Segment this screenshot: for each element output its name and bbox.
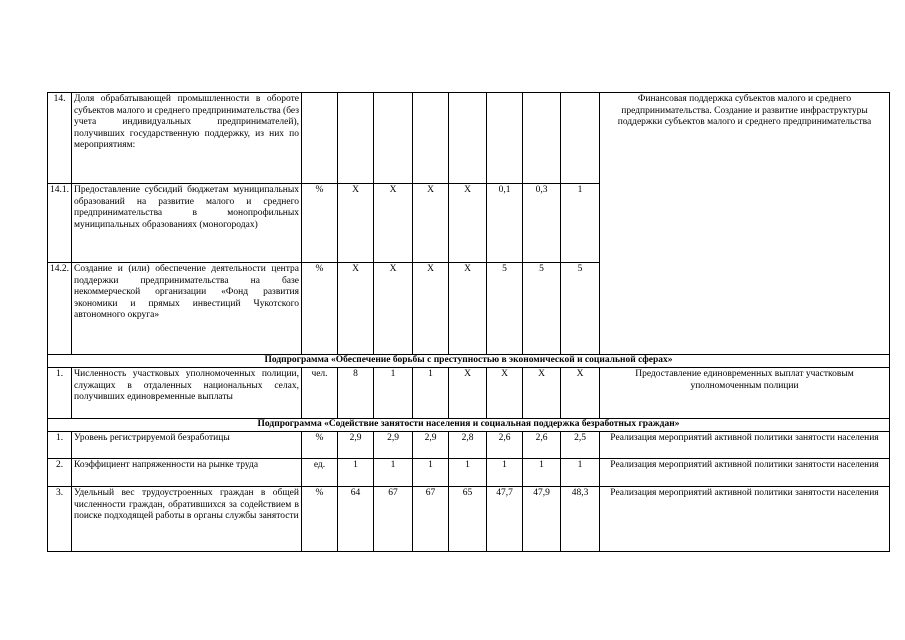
table-row (48, 459, 890, 487)
measure-cell: Реализация мероприятий активной политики занятости населения (600, 459, 890, 487)
indicator-name: Создание и (или) обеспечение деятельности центра поддержки предпринимательства на базе некоммерческой организации «Фонд развития экономики и прямых инвестиций Чукотского автономного округа» (72, 263, 302, 355)
indicator-name: Численность участковых уполномоченных полиции, служащих в отдаленных национальных селах, получивших единовременные выплаты (72, 368, 302, 419)
row-number: 3. (48, 487, 72, 552)
value-cell: 2,6 (523, 432, 561, 459)
value-cell: X (449, 368, 487, 419)
value-cell: X (487, 368, 523, 419)
value-cell: 5 (487, 263, 523, 355)
value-cell: 1 (413, 368, 449, 419)
value-cell: 2,6 (487, 432, 523, 459)
subprogram-header-row (48, 419, 890, 432)
row-number: 1. (48, 368, 72, 419)
unit-cell: ед. (302, 459, 338, 487)
value-cell (338, 93, 374, 184)
value-cell: 1 (413, 459, 449, 487)
table-row (48, 487, 890, 552)
row-number: 2. (48, 459, 72, 487)
unit-cell: % (302, 432, 338, 459)
value-cell: 47,9 (523, 487, 561, 552)
value-cell: 1 (338, 459, 374, 487)
value-cell: 8 (338, 368, 374, 419)
unit-cell (302, 93, 338, 184)
subprogram-title: Подпрограмма «Содействие занятости населения и социальная поддержка безработных граждан» (48, 419, 890, 432)
unit-cell: % (302, 487, 338, 552)
value-cell: 1 (561, 459, 600, 487)
row-number: 14.1. (48, 184, 72, 263)
value-cell: 0,1 (487, 184, 523, 263)
value-cell: 2,9 (338, 432, 374, 459)
indicator-name: Удельный вес трудоустроенных граждан в общей численности граждан, обратившихся за содействием в поиске подходящей работы в органы службы занятости (72, 487, 302, 552)
indicators-table (47, 92, 890, 552)
table-row (48, 432, 890, 459)
value-cell: 2,9 (413, 432, 449, 459)
row-number: 1. (48, 432, 72, 459)
value-cell: 1 (523, 459, 561, 487)
value-cell: 64 (338, 487, 374, 552)
value-cell: 1 (374, 368, 413, 419)
value-cell: 1 (561, 184, 600, 263)
value-cell: 2,9 (374, 432, 413, 459)
value-cell: X (374, 263, 413, 355)
measure-cell: Реализация мероприятий активной политики занятости населения (600, 432, 890, 459)
value-cell: 2,5 (561, 432, 600, 459)
value-cell (374, 93, 413, 184)
measure-cell: Реализация мероприятий активной политики занятости населения (600, 487, 890, 552)
measure-cell: Финансовая поддержка субъектов малого и среднего предпринимательства. Создание и развитие инфраструктуры поддержки субъектов малого и среднего предпринимательства (600, 93, 890, 355)
value-cell (523, 93, 561, 184)
value-cell: 65 (449, 487, 487, 552)
unit-cell: % (302, 184, 338, 263)
value-cell: X (561, 368, 600, 419)
unit-cell: % (302, 263, 338, 355)
value-cell: 5 (523, 263, 561, 355)
value-cell: 67 (413, 487, 449, 552)
value-cell: 1 (449, 459, 487, 487)
value-cell (487, 93, 523, 184)
row-number: 14.2. (48, 263, 72, 355)
value-cell: 67 (374, 487, 413, 552)
unit-cell: чел. (302, 368, 338, 419)
value-cell: X (449, 263, 487, 355)
value-cell (413, 93, 449, 184)
value-cell: 2,8 (449, 432, 487, 459)
measure-cell: Предоставление единовременных выплат участковым уполномоченным полиции (600, 368, 890, 419)
indicator-name: Уровень регистрируемой безработицы (72, 432, 302, 459)
value-cell: X (413, 263, 449, 355)
value-cell (449, 93, 487, 184)
value-cell: 1 (374, 459, 413, 487)
indicator-name: Предоставление субсидий бюджетам муниципальных образований на развитие малого и среднего предпринимательства в монопрофильных муниципальных образованиях (моногородах) (72, 184, 302, 263)
value-cell (561, 93, 600, 184)
subprogram-header-row (48, 355, 890, 368)
value-cell: 5 (561, 263, 600, 355)
value-cell: X (338, 184, 374, 263)
value-cell: X (413, 184, 449, 263)
value-cell: 48,3 (561, 487, 600, 552)
value-cell: X (449, 184, 487, 263)
value-cell: 0,3 (523, 184, 561, 263)
indicator-name: Коэффициент напряженности на рынке труда (72, 459, 302, 487)
table-row (48, 93, 890, 184)
indicator-name: Доля обрабатывающей промышленности в обороте субъектов малого и среднего предпринимательства (без учета индивидуальных предпринимателей), получивших государственную поддержку, из них по мероприятиям: (72, 93, 302, 184)
value-cell: 1 (487, 459, 523, 487)
value-cell: X (374, 184, 413, 263)
row-number: 14. (48, 93, 72, 184)
value-cell: X (523, 368, 561, 419)
subprogram-title: Подпрограмма «Обеспечение борьбы с преступностью в экономической и социальной сферах» (48, 355, 890, 368)
value-cell: 47,7 (487, 487, 523, 552)
value-cell: X (338, 263, 374, 355)
table-row (48, 368, 890, 419)
